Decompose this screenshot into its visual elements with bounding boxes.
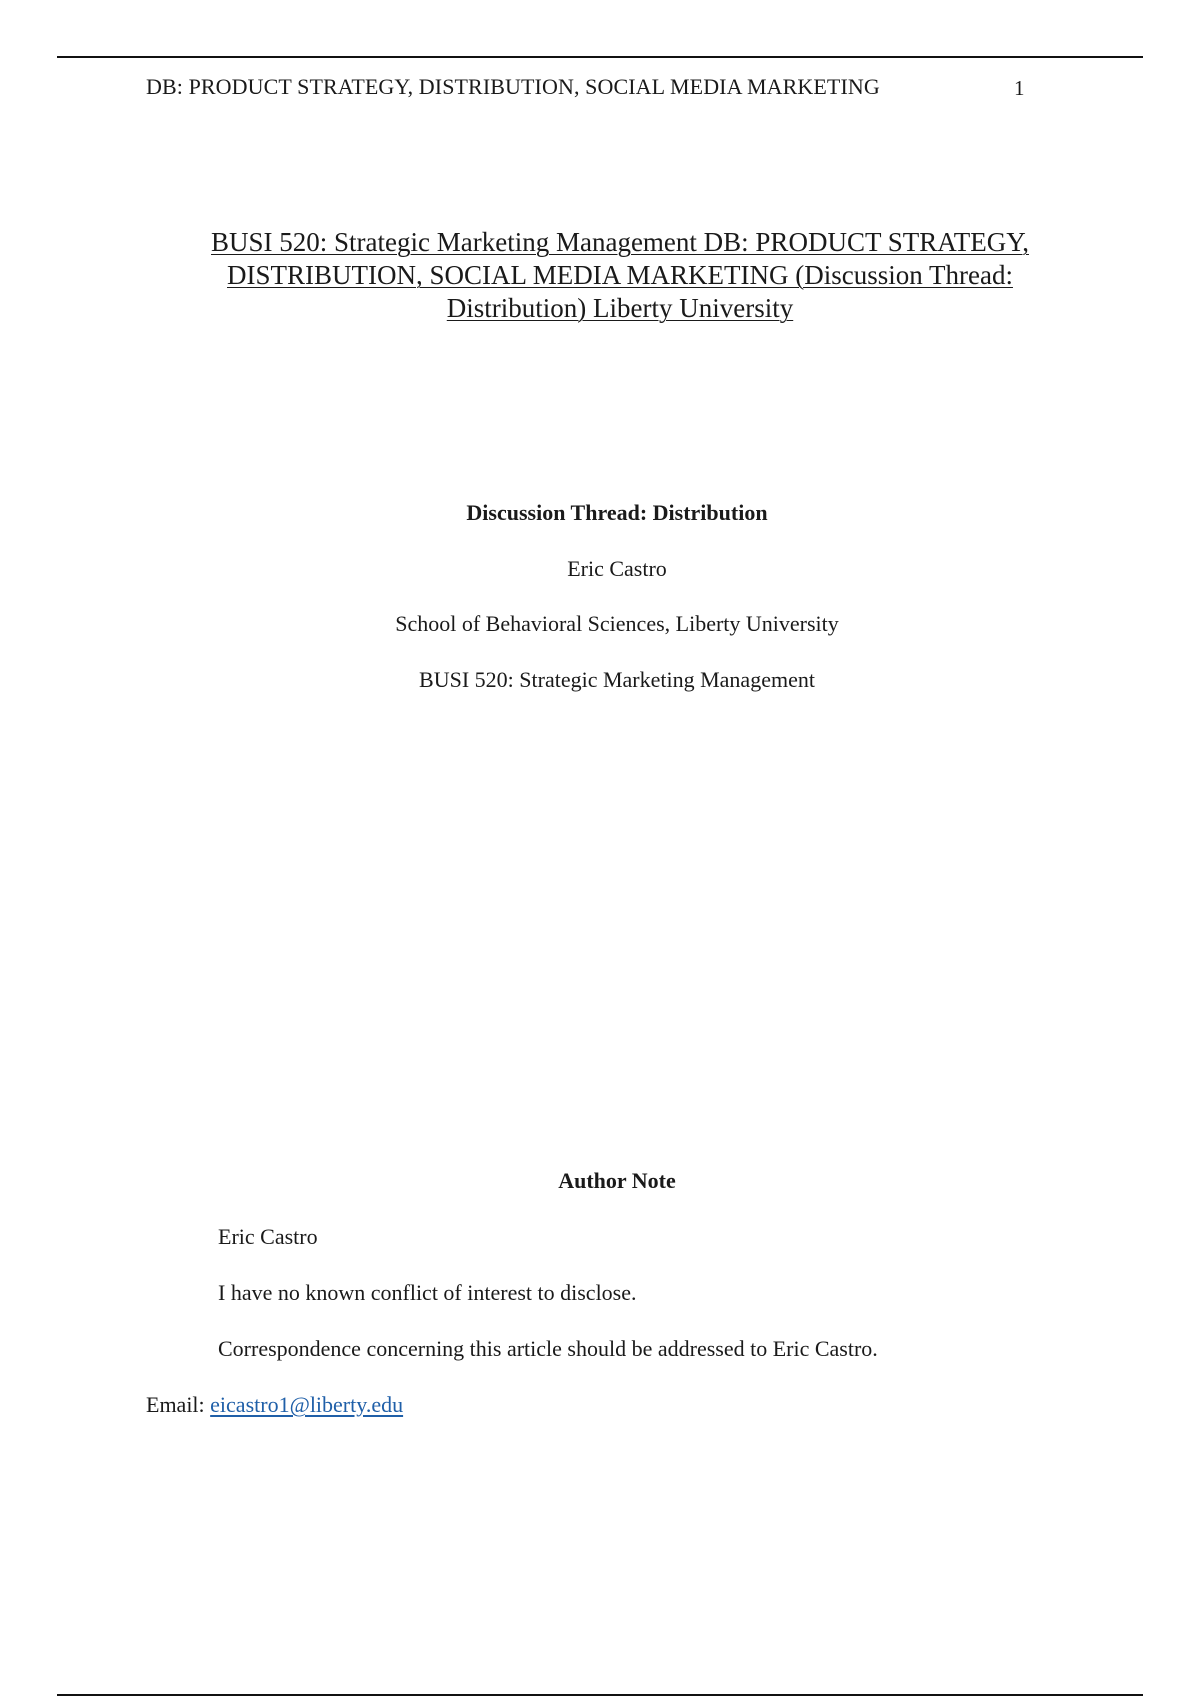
affiliation: School of Behavioral Sciences, Liberty University xyxy=(395,611,839,636)
top-rule xyxy=(57,56,1143,58)
author-note-heading: Author Note xyxy=(558,1168,676,1193)
document-title-line-2: DISTRIBUTION, SOCIAL MEDIA MARKETING (Discussion Thread: xyxy=(227,260,1013,290)
email-line xyxy=(146,1392,403,1418)
document-title-line-1: BUSI 520: Strategic Marketing Management DB: PRODUCT STRATEGY, xyxy=(211,227,1029,257)
author-name: Eric Castro xyxy=(567,556,667,581)
conflict-statement: I have no known conflict of interest to disclose. xyxy=(218,1280,637,1305)
running-head: DB: PRODUCT STRATEGY, DISTRIBUTION, SOCIAL MEDIA MARKETING xyxy=(146,74,880,99)
author-note-name: Eric Castro xyxy=(218,1224,318,1249)
email-link[interactable]: eicastro1@liberty.edu xyxy=(210,1392,404,1417)
email-label: Email: xyxy=(146,1392,205,1417)
course-name: BUSI 520: Strategic Marketing Management xyxy=(419,667,815,692)
document-title-line-3: Distribution) Liberty University xyxy=(446,293,794,323)
paper-title: Discussion Thread: Distribution xyxy=(466,500,768,525)
document-title xyxy=(160,226,1080,325)
bottom-rule xyxy=(57,1694,1143,1696)
page-number: 1 xyxy=(1014,76,1025,100)
correspondence-statement: Correspondence concerning this article should be addressed to Eric Castro. xyxy=(218,1336,878,1361)
